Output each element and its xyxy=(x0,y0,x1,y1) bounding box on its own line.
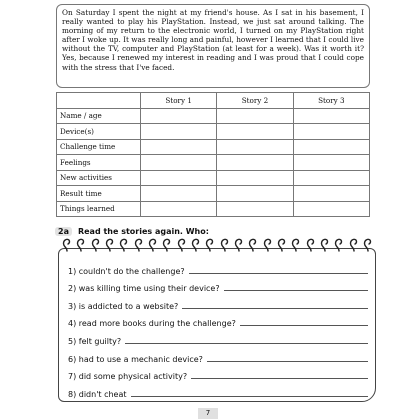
answer-cell[interactable] xyxy=(217,170,293,186)
answer-cell[interactable] xyxy=(141,155,217,171)
comparison-table xyxy=(56,92,370,217)
table-row xyxy=(57,108,370,124)
page-number: 7 xyxy=(198,408,218,419)
list-item xyxy=(68,364,368,382)
notebook-spiral-binding xyxy=(62,238,372,254)
answer-line[interactable] xyxy=(224,290,368,291)
spiral-ring-icon xyxy=(220,238,229,252)
question-text: 5) felt guilty? xyxy=(68,336,122,346)
spiral-ring-icon xyxy=(234,238,243,252)
spiral-ring-icon xyxy=(263,238,272,252)
spiral-ring-icon xyxy=(320,238,329,252)
spiral-ring-icon xyxy=(177,238,186,252)
spiral-ring-icon xyxy=(119,238,128,252)
spiral-ring-icon xyxy=(76,238,85,252)
answer-line[interactable] xyxy=(189,273,368,274)
table-header-story-2: Story 2 xyxy=(217,93,293,109)
spiral-ring-icon xyxy=(191,238,200,252)
spiral-ring-icon xyxy=(148,238,157,252)
table-row xyxy=(57,201,370,217)
answer-cell[interactable] xyxy=(141,201,217,217)
table-header-story-3: Story 3 xyxy=(293,93,369,109)
list-item xyxy=(68,346,368,364)
table-row xyxy=(57,170,370,186)
answer-cell[interactable] xyxy=(293,170,369,186)
answer-cell[interactable] xyxy=(293,139,369,155)
spiral-ring-icon xyxy=(205,238,214,252)
row-label: Name / age xyxy=(57,108,141,124)
table-row xyxy=(57,155,370,171)
exercise-instruction: Read the stories again. Who: xyxy=(77,227,209,236)
question-text: 6) had to use a mechanic device? xyxy=(68,354,203,364)
answer-line[interactable] xyxy=(125,343,368,344)
answer-cell[interactable] xyxy=(217,139,293,155)
row-label: New activities xyxy=(57,170,141,186)
question-text: 7) did some physical activity? xyxy=(68,372,188,382)
list-item xyxy=(68,328,368,346)
answer-cell[interactable] xyxy=(217,124,293,140)
spiral-ring-icon xyxy=(105,238,114,252)
row-label: Device(s) xyxy=(57,124,141,140)
row-label: Result time xyxy=(57,186,141,202)
list-item xyxy=(68,381,368,399)
table-row xyxy=(57,139,370,155)
table-header-story-1: Story 1 xyxy=(141,93,217,109)
question-text: 1) couldn't do the challenge? xyxy=(68,266,185,276)
answer-cell[interactable] xyxy=(217,108,293,124)
list-item xyxy=(68,311,368,329)
story-paragraph: On Saturday I spent the night at my friend's house. As I sat in his basement, I really wanted to play his PlayStation. Instead, we just sat around talking. The morning of my return to the electronic world, I turned on my PlayStation right after I woke up. It was really long and painful, however I learned that I could live without the TV, computer and PlayStation (at least for a week). Was it worth it? Yes, because I renewed my interest in reading and I was proud that I could cope with the stress that I've faced. xyxy=(62,8,364,72)
answer-cell[interactable] xyxy=(293,186,369,202)
answer-line[interactable] xyxy=(207,361,368,362)
question-text: 8) didn't cheat xyxy=(68,389,127,399)
exercise-heading xyxy=(55,227,209,236)
spiral-ring-icon xyxy=(291,238,300,252)
answer-cell[interactable] xyxy=(217,155,293,171)
row-label: Things learned xyxy=(57,201,141,217)
list-item xyxy=(68,293,368,311)
answer-line[interactable] xyxy=(131,396,368,397)
exercise-badge: 2a xyxy=(55,227,72,236)
spiral-ring-icon xyxy=(349,238,358,252)
row-label: Challenge time xyxy=(57,139,141,155)
answer-cell[interactable] xyxy=(141,124,217,140)
table-row xyxy=(57,186,370,202)
answer-cell[interactable] xyxy=(293,155,369,171)
spiral-ring-icon xyxy=(248,238,257,252)
spiral-ring-icon xyxy=(334,238,343,252)
spiral-ring-icon xyxy=(91,238,100,252)
answer-cell[interactable] xyxy=(141,108,217,124)
answer-cell[interactable] xyxy=(141,170,217,186)
spiral-ring-icon xyxy=(134,238,143,252)
table-header-row xyxy=(57,93,370,109)
spiral-ring-icon xyxy=(162,238,171,252)
answer-cell[interactable] xyxy=(141,186,217,202)
answer-line[interactable] xyxy=(191,378,368,379)
table-header-empty xyxy=(57,93,141,109)
list-item xyxy=(68,276,368,294)
spiral-ring-icon xyxy=(306,238,315,252)
question-text: 2) was killing time using their device? xyxy=(68,284,220,294)
list-item xyxy=(68,258,368,276)
answer-cell[interactable] xyxy=(293,201,369,217)
spiral-ring-icon xyxy=(62,238,71,252)
spiral-ring-icon xyxy=(277,238,286,252)
question-list xyxy=(68,258,368,399)
story-text-box xyxy=(56,4,370,88)
answer-cell[interactable] xyxy=(217,201,293,217)
row-label: Feelings xyxy=(57,155,141,171)
answer-cell[interactable] xyxy=(141,139,217,155)
question-text: 3) is addicted to a website? xyxy=(68,301,179,311)
answer-cell[interactable] xyxy=(293,108,369,124)
spiral-ring-icon xyxy=(363,238,372,252)
answer-cell[interactable] xyxy=(293,124,369,140)
answer-line[interactable] xyxy=(182,308,368,309)
answer-cell[interactable] xyxy=(217,186,293,202)
table-row xyxy=(57,124,370,140)
question-text: 4) read more books during the challenge? xyxy=(68,319,236,329)
answer-line[interactable] xyxy=(240,325,368,326)
